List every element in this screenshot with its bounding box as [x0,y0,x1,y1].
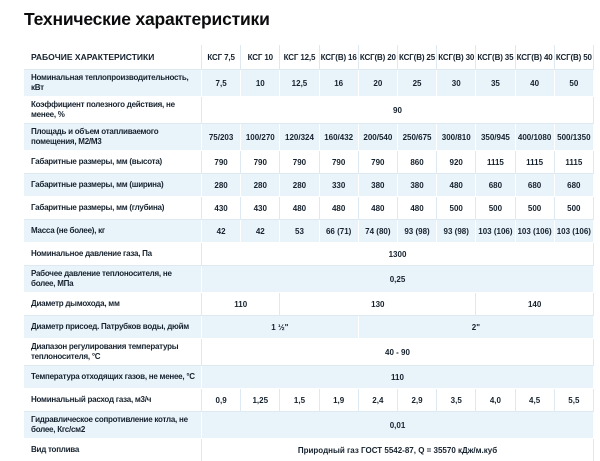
value-cell: 66 (71) [320,220,359,243]
value-cell: 350/945 [476,124,515,151]
value-cell: 1,25 [241,389,280,412]
value-cell: 860 [398,151,437,174]
row-label: Температура отходящих газов, не менее, °С [24,366,202,389]
row-label: Диапазон регулирования температуры теплоносителя, °С [24,339,202,366]
value-cell: 380 [359,174,398,197]
value-cell: 480 [398,197,437,220]
value-cell: 790 [320,151,359,174]
value-cell: 500 [437,197,476,220]
value-cell: 280 [280,174,319,197]
value-cell: 130 [280,293,476,316]
row-label: Номинальный расход газа, м3/ч [24,389,202,412]
value-cell: 790 [202,151,241,174]
page-title: Технические характеристики [24,9,270,29]
column-header-model: КСГ(В) 50 [555,45,594,70]
value-cell: 250/675 [398,124,437,151]
value-cell: 480 [359,197,398,220]
table-row [24,124,594,151]
row-label: Габаритные размеры, мм (высота) [24,151,202,174]
value-cell: 25 [398,70,437,97]
value-cell: 110 [202,293,280,316]
value-cell: 42 [202,220,241,243]
value-cell: 1,9 [320,389,359,412]
row-label: Габаритные размеры, мм (ширина) [24,174,202,197]
value-cell: 500 [555,197,594,220]
value-cell: 30 [437,70,476,97]
value-cell: 40 - 90 [202,339,594,366]
value-cell: 400/1080 [516,124,555,151]
value-cell: 120/324 [280,124,319,151]
row-label: Диаметр присоед. Патрубков воды, дюйм [24,316,202,339]
specs-table [24,45,594,461]
row-label: Площадь и объем отапливаемого помещения, М2/М3 [24,124,202,151]
row-label: Номинальная теплопроизводительность, кВт [24,70,202,97]
value-cell: 0,25 [202,266,594,293]
table-row [24,316,594,339]
value-cell: 16 [320,70,359,97]
header-working-characteristics: РАБОЧИЕ ХАРАКТЕРИСТИКИ [24,45,202,70]
value-cell: 380 [398,174,437,197]
table-row [24,266,594,293]
value-cell: 680 [516,174,555,197]
header-row [24,45,594,70]
row-label: Номинальное давление газа, Па [24,243,202,266]
value-cell: 103 (106) [516,220,555,243]
row-label: Габаритные размеры, мм (глубина) [24,197,202,220]
value-cell: 200/540 [359,124,398,151]
row-label: Коэффициент полезного действия, не менее, % [24,97,202,124]
value-cell: 1115 [555,151,594,174]
table-row [24,151,594,174]
table-body [24,70,594,461]
value-cell: 93 (98) [398,220,437,243]
value-cell: 790 [359,151,398,174]
value-cell: 0,9 [202,389,241,412]
row-label: Рабочее давление теплоносителя, не более, МПа [24,266,202,293]
value-cell: 2,9 [398,389,437,412]
value-cell: 480 [320,197,359,220]
value-cell: 280 [241,174,280,197]
value-cell: 74 (80) [359,220,398,243]
table-row [24,366,594,389]
column-header-model: КСГ(В) 35 [476,45,515,70]
value-cell: 100/270 [241,124,280,151]
column-header-model: КСГ(В) 20 [359,45,398,70]
value-cell: 500 [516,197,555,220]
value-cell: 2" [359,316,594,339]
table-row [24,389,594,412]
value-cell: 2,4 [359,389,398,412]
value-cell: 12,5 [280,70,319,97]
value-cell: 4,5 [516,389,555,412]
table-row [24,293,594,316]
row-label: Гидравлическое сопротивление котла, не более, Кгс/см2 [24,412,202,439]
value-cell: 10 [241,70,280,97]
value-cell: 3,5 [437,389,476,412]
table-row [24,97,594,124]
value-cell: 50 [555,70,594,97]
value-cell: 160/432 [320,124,359,151]
value-cell: 90 [202,97,594,124]
column-header-model: КСГ(В) 40 [516,45,555,70]
value-cell: 75/203 [202,124,241,151]
value-cell: 1300 [202,243,594,266]
value-cell: 103 (106) [476,220,515,243]
table-row [24,412,594,439]
value-cell: 5,5 [555,389,594,412]
value-cell: 1,5 [280,389,319,412]
table-row [24,220,594,243]
row-label: Вид топлива [24,439,202,461]
value-cell: 280 [202,174,241,197]
table-row [24,439,594,461]
table-row [24,243,594,266]
table-row [24,197,594,220]
value-cell: 790 [241,151,280,174]
value-cell: 103 (106) [555,220,594,243]
value-cell: 480 [280,197,319,220]
value-cell: 140 [476,293,594,316]
column-header-model: КСГ 12,5 [280,45,319,70]
value-cell: 20 [359,70,398,97]
value-cell: 330 [320,174,359,197]
value-cell: 1115 [476,151,515,174]
row-label: Диаметр дымохода, мм [24,293,202,316]
value-cell: 0,01 [202,412,594,439]
column-header-model: КСГ(В) 16 [320,45,359,70]
value-cell: 430 [202,197,241,220]
value-cell: 500/1350 [555,124,594,151]
table-row [24,70,594,97]
value-cell: 7,5 [202,70,241,97]
value-cell: 300/810 [437,124,476,151]
value-cell: 40 [516,70,555,97]
value-cell: 93 (98) [437,220,476,243]
value-cell: 430 [241,197,280,220]
column-header-model: КСГ 7,5 [202,45,241,70]
value-cell: 500 [476,197,515,220]
table-row [24,339,594,366]
value-cell: 35 [476,70,515,97]
value-cell: 680 [476,174,515,197]
value-cell: 53 [280,220,319,243]
table-row [24,174,594,197]
value-cell: 920 [437,151,476,174]
value-cell: 480 [437,174,476,197]
column-header-model: КСГ 10 [241,45,280,70]
value-cell: Природный газ ГОСТ 5542-87, Q = 35570 кДж/м.куб [202,439,594,461]
row-label: Масса (не более), кг [24,220,202,243]
value-cell: 1 ½" [202,316,359,339]
value-cell: 42 [241,220,280,243]
value-cell: 680 [555,174,594,197]
value-cell: 110 [202,366,594,389]
value-cell: 4,0 [476,389,515,412]
column-header-model: КСГ(В) 30 [437,45,476,70]
value-cell: 790 [280,151,319,174]
value-cell: 1115 [516,151,555,174]
column-header-model: КСГ(В) 25 [398,45,437,70]
